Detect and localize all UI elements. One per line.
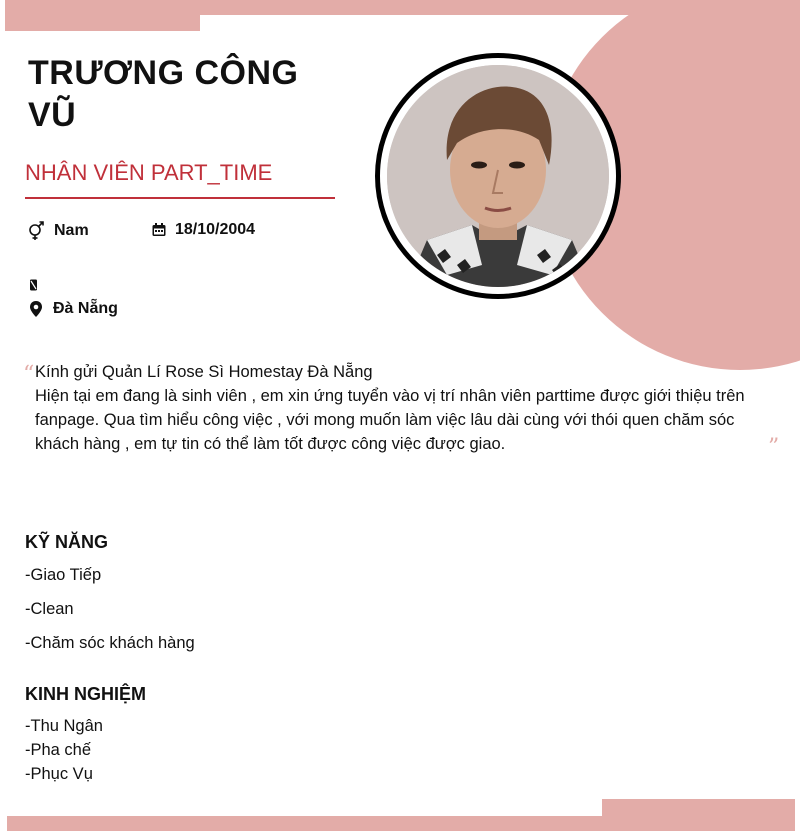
gender-value: Nam xyxy=(54,222,89,239)
gender-info xyxy=(26,221,89,241)
letter-body: Hiện tại em đang là sinh viên , em xin ứng tuyển vào vị trí nhân viên parttime được giới thiệu trên fanpage. Qua tìm hiểu công việc , với mong muốn làm việc lâu dài cùng với thói quen chăm sóc khách hàng , em tự tin có thể làm tốt được công việc được giao. xyxy=(35,387,745,453)
experience-item: -Pha chế xyxy=(25,741,92,759)
experience-item: -Thu Ngân xyxy=(25,717,103,735)
open-quote-icon: “ xyxy=(23,362,35,387)
cover-letter xyxy=(35,360,775,456)
name-line-1: TRƯƠNG CÔNG xyxy=(28,54,299,92)
gender-icon xyxy=(26,221,46,241)
skill-item: -Giao Tiếp xyxy=(25,566,102,584)
letter-greeting: Kính gửi Quản Lí Rose Sì Homestay Đà Nẵng xyxy=(35,363,373,381)
skills-heading: KỸ NĂNG xyxy=(25,532,109,552)
experience-heading: KINH NGHIỆM xyxy=(25,684,146,704)
skill-item: -Clean xyxy=(25,600,74,618)
bottom-accent-strip xyxy=(7,816,795,831)
candidate-name xyxy=(28,52,348,136)
role-divider xyxy=(25,197,335,199)
location-pin-icon xyxy=(27,300,45,318)
avatar xyxy=(387,65,609,287)
name-line-2: VŨ xyxy=(28,96,77,134)
close-quote-icon: ” xyxy=(768,435,780,460)
phone-icon xyxy=(29,279,39,291)
job-role: NHÂN VIÊN PART_TIME xyxy=(25,160,273,185)
location-value: Đà Nẵng xyxy=(53,300,118,317)
calendar-icon xyxy=(151,222,167,238)
avatar-photo xyxy=(387,65,609,287)
experience-item: -Phục Vụ xyxy=(25,765,93,783)
location-info xyxy=(27,300,118,318)
dob-info xyxy=(151,221,255,239)
avatar-frame xyxy=(375,53,621,299)
dob-value: 18/10/2004 xyxy=(175,221,256,238)
skill-item: -Chăm sóc khách hàng xyxy=(25,634,195,652)
